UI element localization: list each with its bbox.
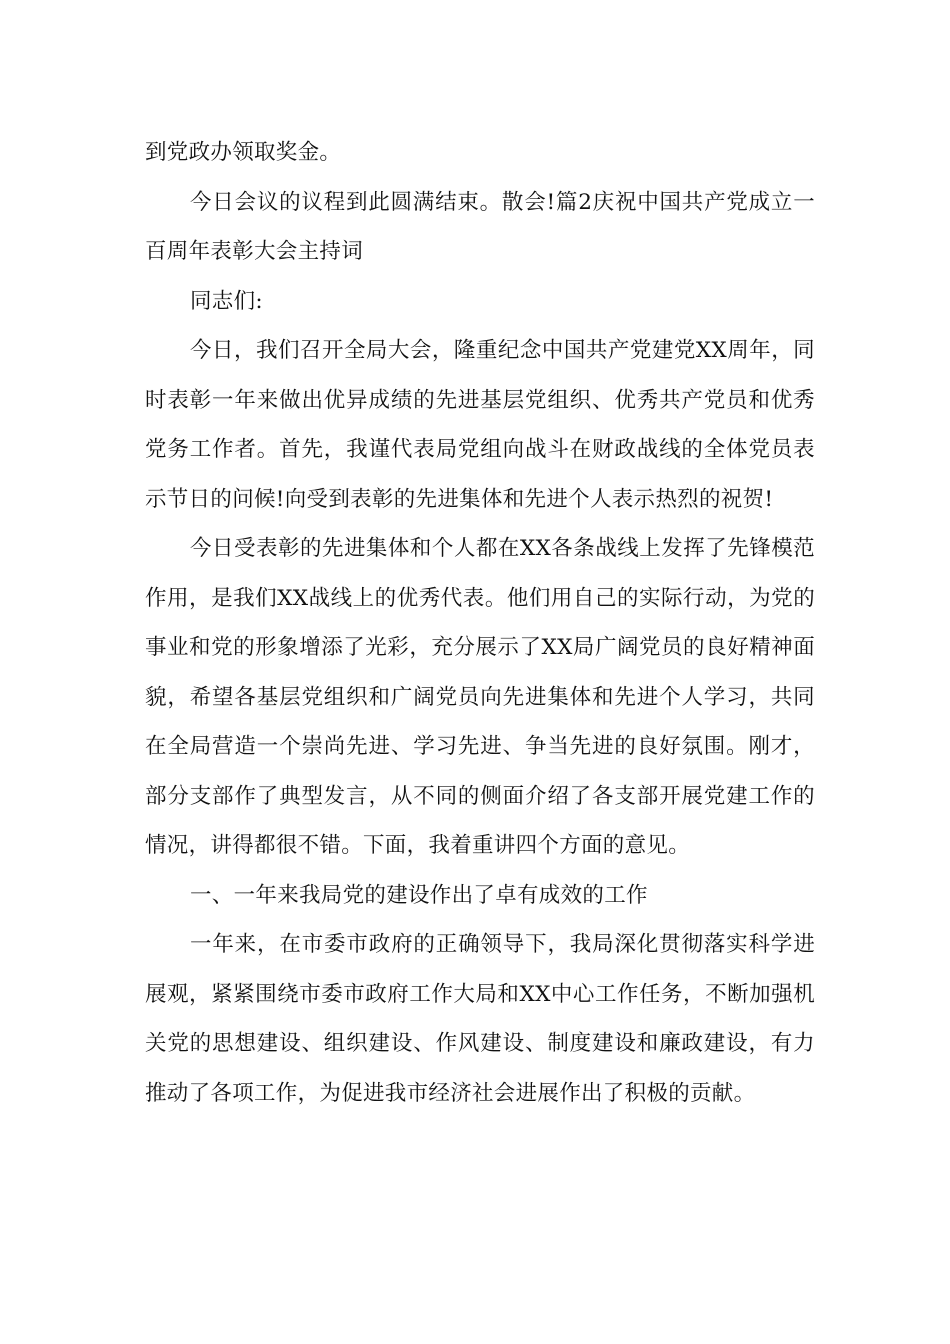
section-heading-one: 一、一年来我局党的建设作出了卓有成效的工作 [190,882,648,908]
paragraph-salutation: 同志们: [190,288,263,314]
paragraph-year-review: 一年来，在市委市政府的正确领导下，我局深化贯彻落实科学进展观，紧紧围绕市委市政府工作大局和XX中心工作任务，不断加强机关党的思想建设、组织建设、作风建设、制度建设和廉政建设，有力推动了各项工作，为促进我市经济社会进展作出了积极的贡献。 [145,932,815,1106]
paragraph-honorees: 今日受表彰的先进集体和个人都在XX各条战线上发挥了先锋模范作用，是我们XX战线上的优秀代表。他们用自己的实际行动，为党的事业和党的形象增添了光彩，充分展示了XX局广阔党员的良好精神面貌，希望各基层党组织和广阔党员向先进集体和先进个人学习，共同在全局营造一个崇尚先进、学习先进、争当先进的良好氛围。刚才，部分支部作了典型发言，从不同的侧面介绍了各支部开展党建工作的情况，讲得都很不错。下面，我着重讲四个方面的意见。 [145,536,815,858]
paragraph-prize-collection: 到党政办领取奖金。 [145,140,342,165]
document-body [145,128,815,1118]
paragraph-meeting-close: 今日会议的议程到此圆满结束。散会!篇2庆祝中国共产党成立一百周年表彰大会主持词 [145,189,815,264]
paragraph-opening-remarks: 今日，我们召开全局大会，隆重纪念中国共产党建党XX周年，同时表彰一年来做出优异成绩的先进基层党组织、优秀共产党员和优秀党务工作者。首先，我谨代表局党组向战斗在财政战线的全体党员表示节日的问候!向受到表彰的先进集体和先进个人表示热烈的祝贺! [145,338,815,512]
